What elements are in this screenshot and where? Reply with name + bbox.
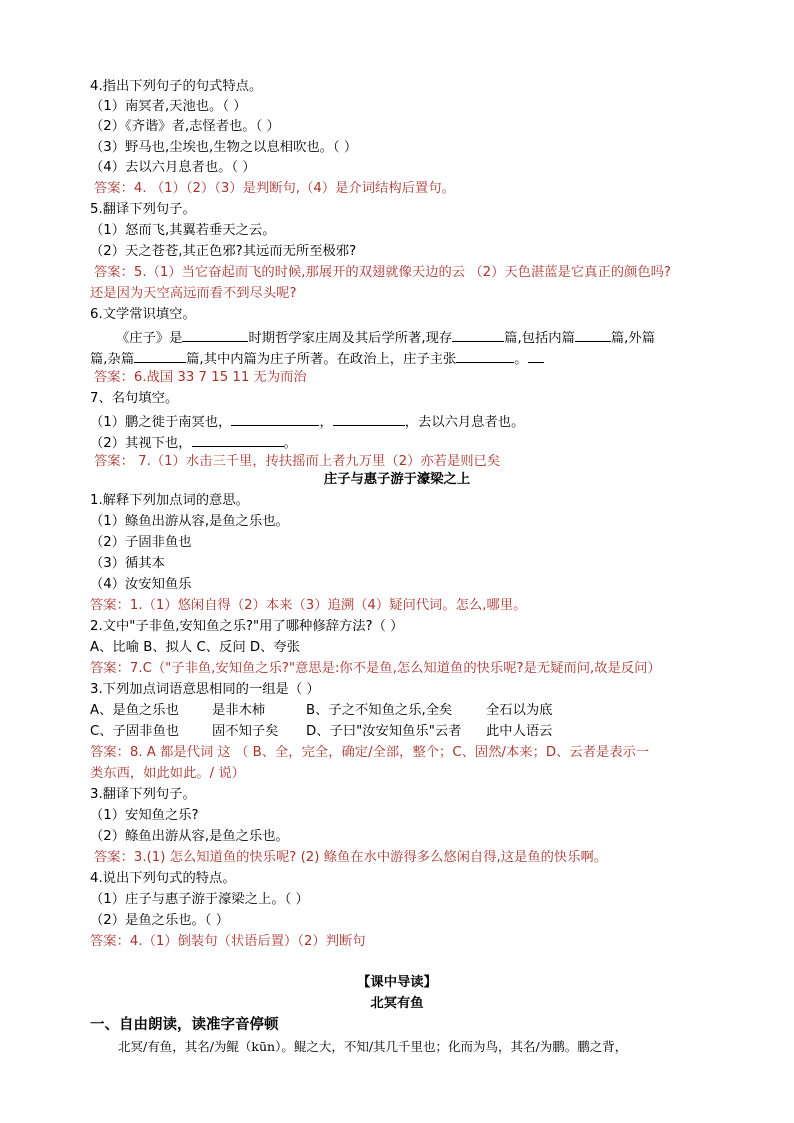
fill-blank[interactable]: [192, 432, 284, 447]
t4-title: 3.翻译下列句子。: [90, 787, 196, 802]
fill-text: 篇,其中内篇为庄子所著。在政治上，庄子主张: [186, 352, 457, 367]
fill-text: ，去以六月息者也。: [404, 415, 525, 430]
fill-blank[interactable]: [134, 348, 186, 363]
t4-item: （1）安知鱼之乐?: [90, 808, 199, 823]
t3-option-a-2: 是非木柿: [212, 703, 266, 718]
question-4-answer: 答案：4. （1）（2）（3）是判断句,（4）是介词结构后置句。: [94, 181, 455, 196]
fill-text: （2）其视下也，: [90, 436, 192, 451]
question-4-item: （4）去以六月息者也。（ ）: [90, 160, 256, 175]
question-6-title: 6.文学常识填空。: [90, 307, 196, 322]
t1-item: （2）子固非鱼也: [90, 535, 192, 550]
question-5-title: 5.翻译下列句子。: [90, 202, 196, 217]
t1-item: （1）鲦鱼出游从容,是鱼之乐也。: [90, 514, 289, 529]
fill-blank[interactable]: [333, 411, 405, 426]
fill-blank[interactable]: [575, 327, 611, 342]
t5-answer: 答案：4.（1）倒装句（状语后置）（2）判断句: [90, 934, 366, 949]
question-6-line-2: [90, 348, 544, 369]
guide-title: 【课中导读】: [357, 975, 437, 990]
t3-option-d: D、子曰"汝安知鱼乐"云者: [306, 724, 462, 739]
t1-item: （4）汝安知鱼乐: [90, 577, 192, 592]
question-7-line-1: [90, 411, 524, 432]
question-5-answer-cont: 还是因为天空高远而看不到尽头呢?: [90, 286, 297, 301]
question-4-item: （2）《齐谐》者,志怪者也。（ ）: [90, 119, 280, 134]
t3-option-b-2: 全石以为底: [486, 703, 553, 718]
question-4-title: 4.指出下列句子的句式特点。: [90, 79, 263, 94]
t1-title: 1.解释下列加点词的意思。: [90, 493, 249, 508]
fill-blank[interactable]: [528, 348, 544, 363]
question-6-line-1: [116, 327, 655, 348]
question-4-item: （3）野马也,尘埃也,生物之以息相吹也。（ ）: [90, 140, 358, 155]
fill-text: 篇,杂篇: [90, 352, 135, 367]
fill-text: 篇,外篇: [610, 331, 656, 346]
question-7-answer: 答案： 7.（1）水击三千里，抟扶摇而上者九万里（2）亦若是则已矣: [94, 454, 501, 469]
question-5-answer: 答案：5.（1）当它奋起而飞的时候,那展开的双翅就像天边的云 （2）天色湛蓝是它真正的颜色吗?: [94, 265, 671, 280]
fill-text: （1）鹏之徙于南冥也，: [90, 415, 232, 430]
question-5-item: （2）天之苍苍,其正色邪?其远而无所至极邪?: [90, 244, 357, 259]
t1-item: （3）循其本: [90, 556, 165, 571]
t5-item: （1）庄子与惠子游于濠梁之上。（ ）: [90, 892, 309, 907]
t3-option-c-2: 固不知子矣: [212, 724, 279, 739]
t3-answer-cont: 类东西，如此如此。/ 说）: [90, 766, 245, 781]
fill-blank[interactable]: [182, 327, 248, 342]
t3-option-b: B、子之不知鱼之乐,全矣: [306, 703, 453, 718]
fill-text: 时期哲学家庄周及其后学所著,现存: [248, 331, 453, 346]
t3-option-d-2: 此中人语云: [486, 724, 553, 739]
t2-answer: 答案：7.C（"子非鱼,安知鱼之乐?"意思是:你不是鱼,怎么知道鱼的快乐呢?是无疑而问,故是反问）: [90, 661, 661, 676]
question-6-answer: 答案：6.战国 33 7 15 11 无为而治: [94, 370, 307, 385]
t3-title: 3.下列加点词语意思相同的一组是（ ）: [90, 682, 320, 697]
guide-text: 北冥/有鱼，其名/为鲲（kūn）。鲲之大，不知/其几千里也；化而为鸟，其名/为鹏。鹏之背，: [118, 1039, 628, 1054]
t2-title: 2.文中"子非鱼,安知鱼之乐?"用了哪种修辞方法?（ ）: [90, 619, 404, 634]
t2-options: A、比喻 B、拟人 C、反问 D、夸张: [90, 640, 300, 655]
fill-text: ，: [319, 415, 333, 430]
guide-heading: 一、自由朗读，读准字音停顿: [90, 1017, 279, 1033]
fill-blank[interactable]: [456, 348, 514, 363]
fill-text: 篇,包括内篇: [504, 331, 575, 346]
t4-answer: 答案：3.(1) 怎么知道鱼的快乐呢? (2) 鲦鱼在水中游得多么悠闲自得,这是鱼的快乐啊。: [94, 850, 608, 865]
t3-option-a: A、是鱼之乐也: [90, 703, 179, 718]
fill-blank[interactable]: [231, 411, 319, 426]
fill-text: 。: [514, 352, 528, 367]
t5-item: （2）是鱼之乐也。（ ）: [90, 913, 230, 928]
fill-text: 。: [283, 436, 297, 451]
t4-item: （2）鲦鱼出游从容,是鱼之乐也。: [90, 829, 289, 844]
t3-answer: 答案：8. A 都是代词 这 （ B、全，完全，确定/全部，整个；C、固然/本来；D、云者是表示一: [90, 745, 650, 760]
question-4-item: （1）南冥者,天池也。（ ）: [90, 99, 247, 114]
t3-option-c: C、子固非鱼也: [90, 724, 180, 739]
fill-blank[interactable]: [452, 327, 504, 342]
t1-answer: 答案：1.（1）悠闲自得（2）本来（3）追溯（4）疑问代词。怎么,哪里。: [90, 598, 527, 613]
section-title: 庄子与惠子游于濠梁之上: [323, 472, 471, 487]
t5-title: 4.说出下列句式的特点。: [90, 871, 236, 886]
question-7-title: 7、名句填空。: [90, 391, 179, 406]
question-7-line-2: [90, 432, 297, 453]
fill-text: 《庄子》是: [116, 331, 183, 346]
question-5-item: （1）怒而飞,其翼若垂天之云。: [90, 223, 276, 238]
guide-subtitle: 北冥有鱼: [370, 996, 424, 1011]
